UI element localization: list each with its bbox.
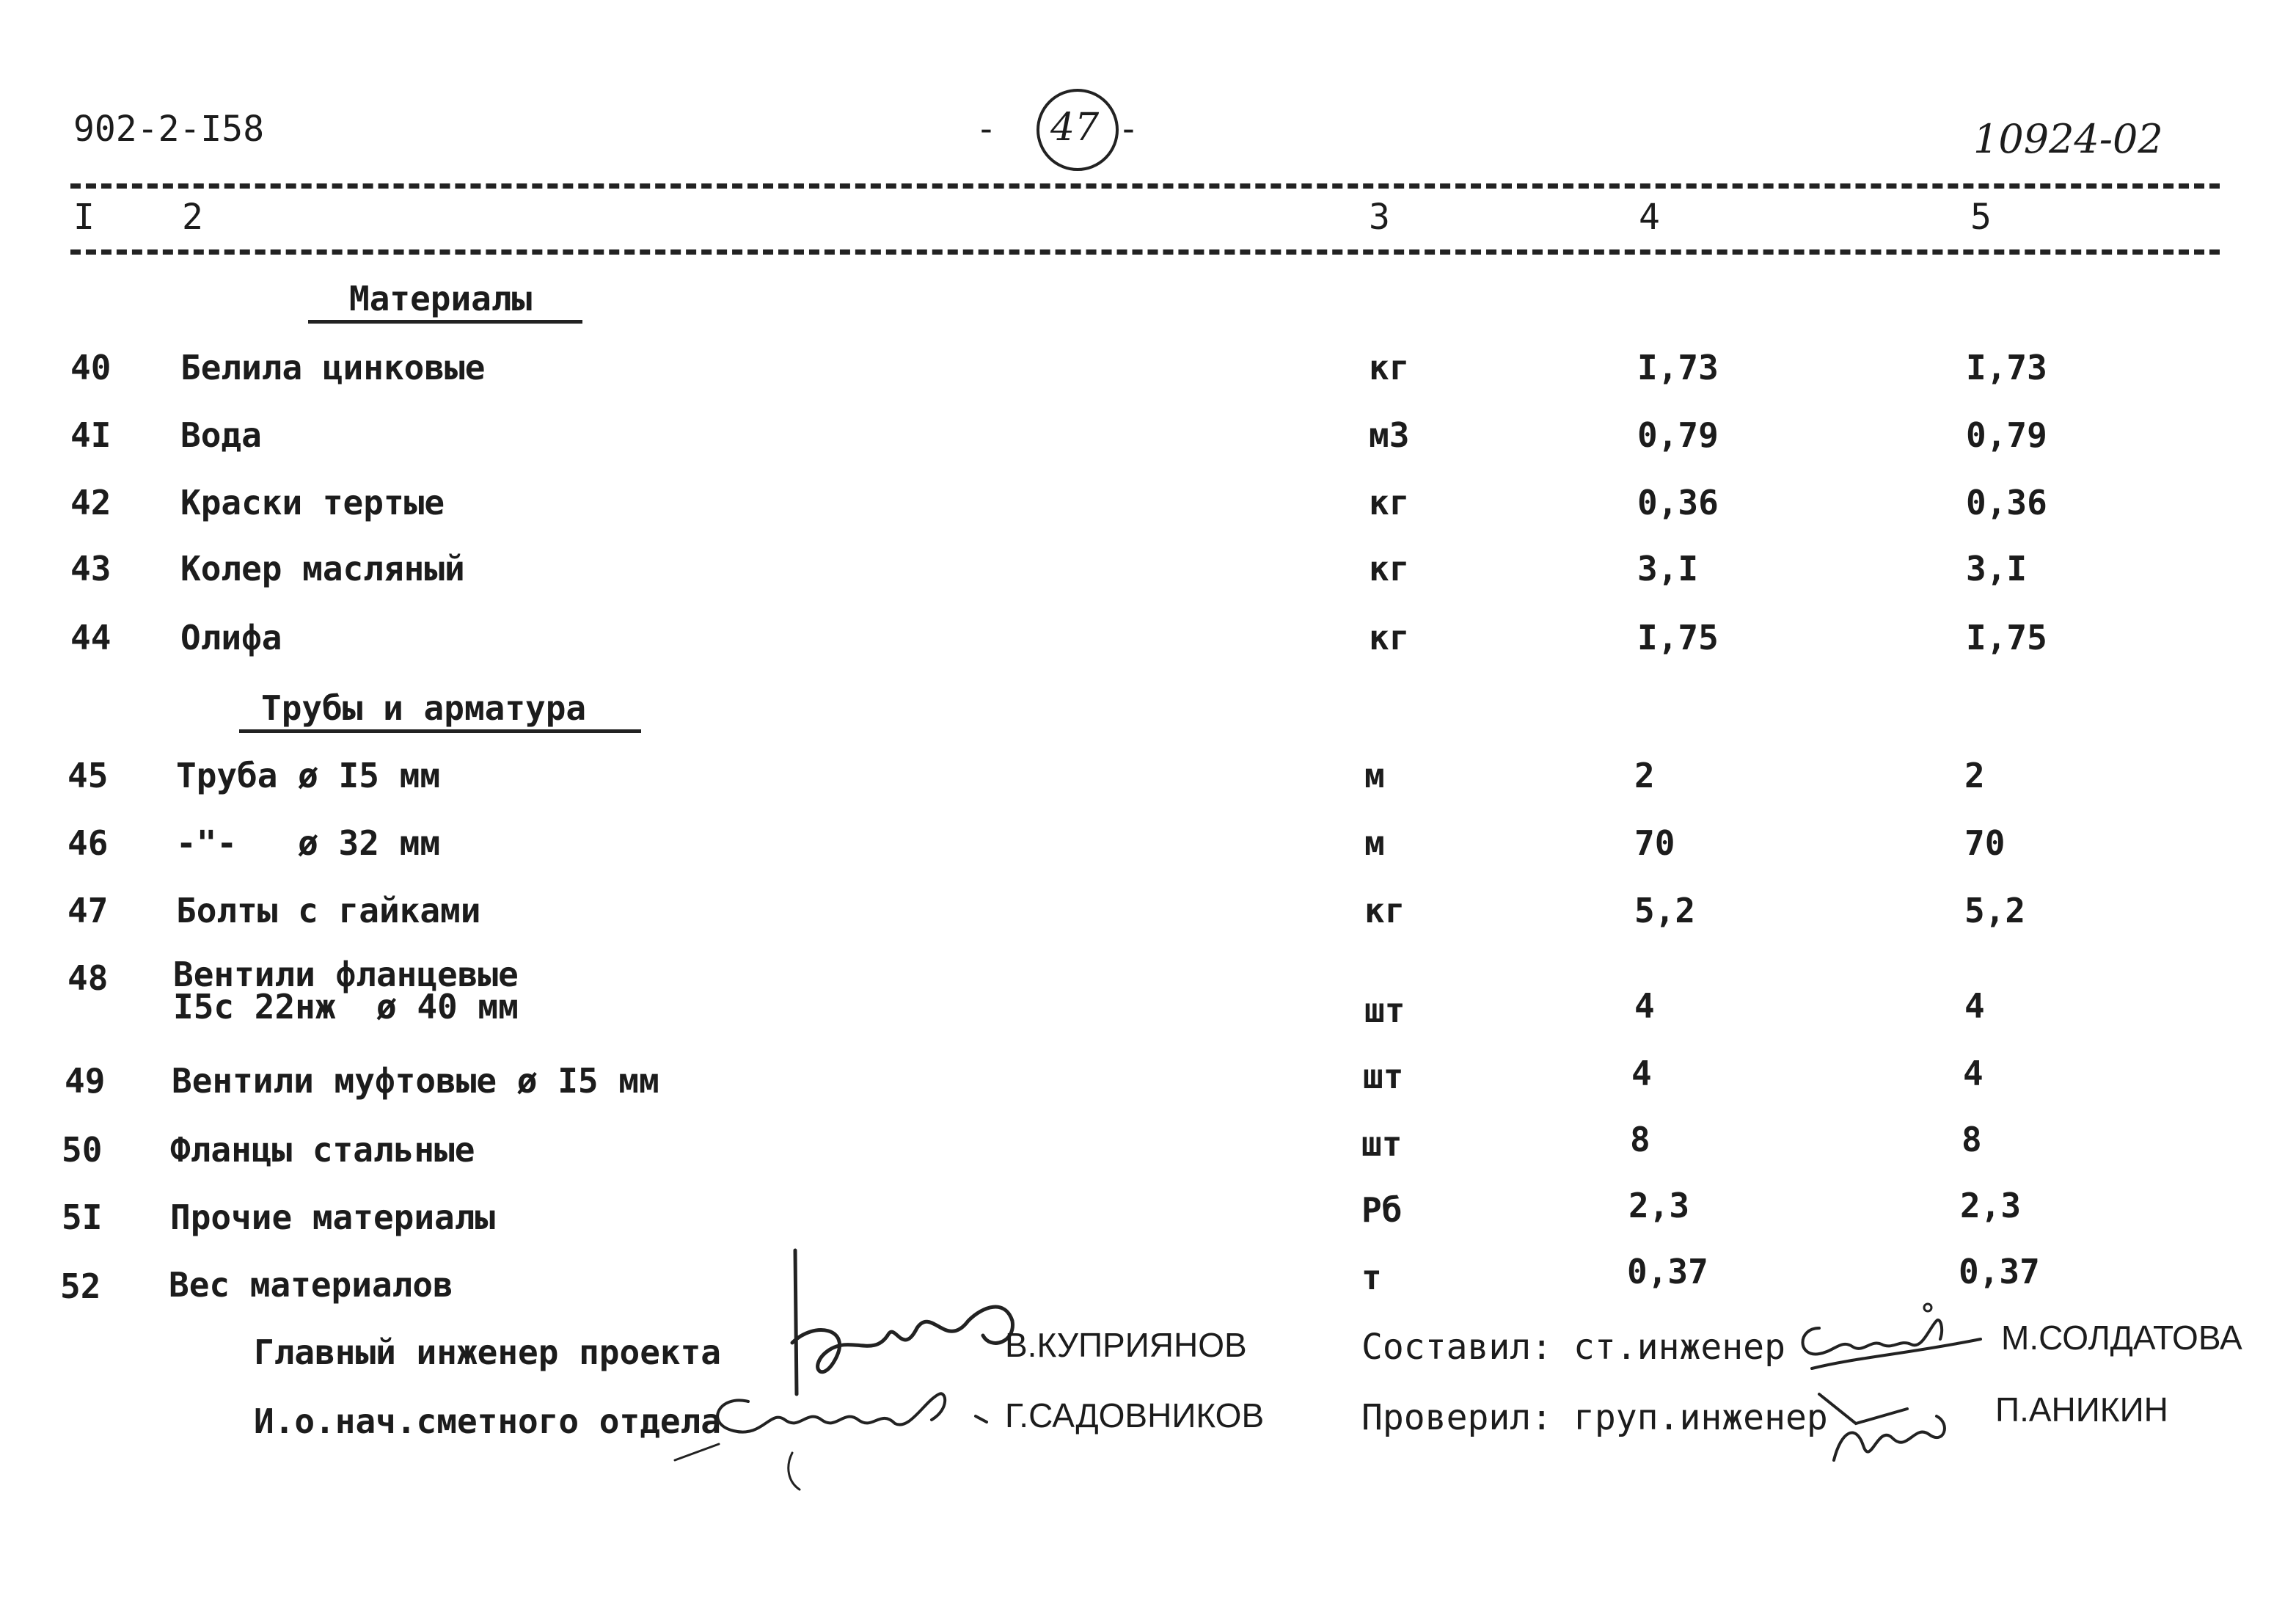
row-name: Краски тертые	[180, 483, 445, 522]
row-value-col5: 5,2	[1964, 891, 2026, 930]
row-name: Вентили фланцевые	[173, 955, 519, 994]
row-value-col5: 8	[1962, 1120, 1982, 1159]
row-name: Вес материалов	[169, 1265, 453, 1305]
row-name-second-line: I5с 22нж ø 40 мм	[173, 987, 519, 1027]
row-number: 5I	[62, 1197, 103, 1237]
row-unit: кг	[1369, 348, 1410, 387]
row-value-col5: 0,36	[1966, 483, 2047, 522]
row-value-col5: 0,37	[1959, 1252, 2040, 1291]
row-name: Прочие материалы	[170, 1197, 496, 1237]
row-name: Олифа	[180, 618, 282, 657]
row-unit: м3	[1369, 415, 1410, 455]
section-underline-materials	[308, 320, 582, 324]
row-value-col5: 2	[1964, 756, 1985, 795]
compiled-by-label: Составил: ст.инженер	[1361, 1327, 1785, 1368]
row-value-col4: 5,2	[1634, 891, 1696, 930]
row-unit: шт	[1364, 991, 1405, 1030]
row-value-col5: I,75	[1966, 618, 2047, 657]
row-name: -"- ø 32 мм	[176, 823, 441, 863]
document-code: 902-2-I58	[73, 109, 265, 150]
row-value-col4: 4	[1634, 986, 1655, 1026]
row-value-col4: 70	[1634, 823, 1675, 863]
row-unit: м	[1364, 756, 1385, 795]
row-value-col4: 4	[1631, 1054, 1652, 1093]
row-value-col5: I,73	[1966, 348, 2047, 387]
row-name: Труба ø I5 мм	[176, 756, 441, 795]
row-number: 47	[67, 891, 109, 930]
row-name: Колер масляный	[180, 549, 465, 588]
row-name: Вода	[180, 415, 262, 455]
page-number-stamp	[1034, 87, 1121, 173]
row-name: Вентили муфтовые ø I5 мм	[172, 1061, 659, 1101]
row-unit: т	[1361, 1258, 1382, 1297]
row-unit: шт	[1363, 1057, 1404, 1096]
row-value-col4: 3,I	[1637, 549, 1699, 588]
section-title-pipes: Трубы и арматура	[261, 688, 587, 728]
estimate-head-label: И.о.нач.сметного отдела	[254, 1401, 721, 1441]
row-value-col4: I,73	[1637, 348, 1719, 387]
row-value-col5: 2,3	[1960, 1186, 2022, 1225]
estimate-head-signature-icon	[660, 1379, 1012, 1497]
column-header-3: 3	[1369, 197, 1390, 238]
row-value-col5: 4	[1964, 986, 1985, 1026]
row-number: 49	[65, 1061, 106, 1101]
row-value-col5: 3,I	[1966, 549, 2028, 588]
checked-by-name: П.АНИКИН	[1995, 1390, 2168, 1429]
chief-engineer-label: Главный инженер проекта	[254, 1333, 721, 1372]
section-title-materials: Материалы	[349, 279, 533, 318]
page-number: 47	[1050, 106, 1100, 150]
row-unit: шт	[1361, 1124, 1403, 1164]
row-number: 50	[62, 1130, 103, 1170]
row-value-col5: 70	[1964, 823, 2006, 863]
estimate-head-name: Г.САДОВНИКОВ	[1005, 1396, 1265, 1435]
row-number: 44	[70, 618, 111, 657]
row-number: 43	[70, 549, 111, 588]
row-number: 45	[67, 756, 109, 795]
row-number: 42	[70, 483, 111, 522]
row-unit: кг	[1369, 618, 1410, 657]
row-name: Фланцы стальные	[170, 1130, 475, 1170]
header-top-rule	[70, 183, 2220, 189]
compiled-by-name: М.СОЛДАТОВА	[2001, 1319, 2242, 1357]
row-value-col5: 4	[1963, 1054, 1984, 1093]
row-unit: кг	[1369, 549, 1410, 588]
checked-by-signature-icon	[1805, 1379, 1966, 1475]
row-value-col4: 0,36	[1637, 483, 1719, 522]
row-value-col4: 2,3	[1628, 1186, 1690, 1225]
compiled-by-signature-icon	[1790, 1299, 1995, 1379]
row-number: 4I	[70, 415, 111, 455]
row-value-col4: 0,79	[1637, 415, 1719, 455]
page-dash-right: -	[1118, 109, 1139, 150]
chief-engineer-name: В.КУПРИЯНОВ	[1005, 1326, 1247, 1364]
column-header-1: I	[73, 197, 95, 238]
checked-by-label: Проверил: груп.инженер	[1361, 1397, 1828, 1438]
row-name: Белила цинковые	[180, 348, 486, 387]
row-number: 46	[67, 823, 109, 863]
column-header-5: 5	[1970, 197, 1992, 238]
row-number: 52	[60, 1266, 101, 1306]
row-unit: м	[1364, 823, 1385, 863]
header-bottom-rule	[70, 249, 2220, 255]
row-value-col4: 2	[1634, 756, 1655, 795]
row-value-col4: 8	[1630, 1120, 1650, 1159]
row-number: 40	[70, 348, 111, 387]
row-number: 48	[67, 958, 109, 998]
row-unit: кг	[1364, 891, 1405, 930]
row-value-col4: I,75	[1637, 618, 1719, 657]
row-unit: Рб	[1361, 1190, 1403, 1230]
row-value-col5: 0,79	[1966, 415, 2047, 455]
row-value-col4: 0,37	[1627, 1252, 1708, 1291]
page-dash-left: -	[976, 109, 997, 150]
row-unit: кг	[1369, 483, 1410, 522]
column-header-2: 2	[182, 197, 203, 238]
column-header-4: 4	[1639, 197, 1660, 238]
row-name: Болты с гайками	[176, 891, 481, 930]
section-underline-pipes	[239, 729, 641, 733]
drawing-number: 10924-02	[1973, 116, 2163, 162]
